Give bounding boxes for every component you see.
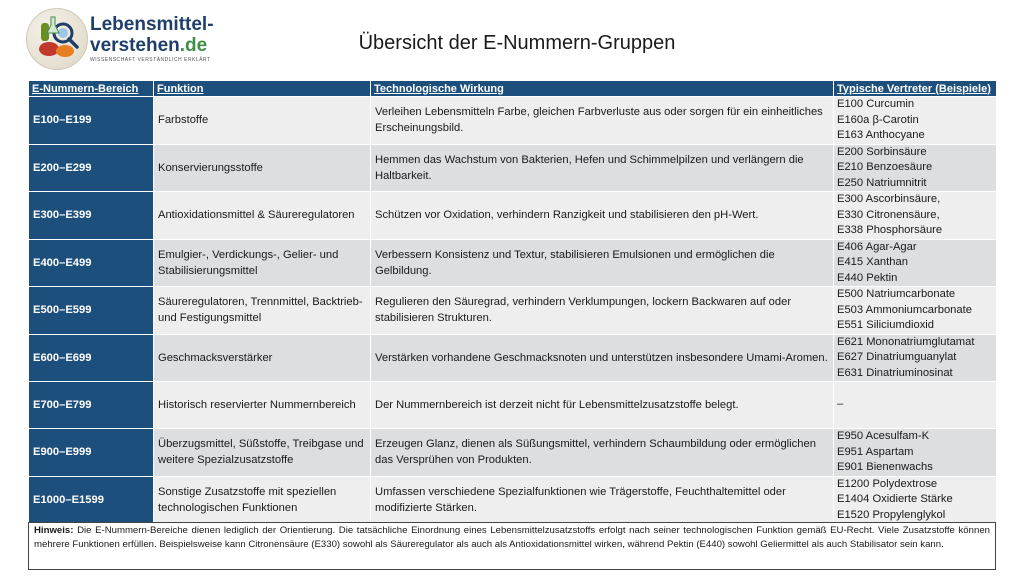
header-range: E-Nummern-Bereich (29, 81, 154, 97)
logo-text-domain: verstehen (90, 35, 180, 56)
example-item: E406 Agar-Agar (837, 240, 917, 253)
cell-range: E100–E199 (29, 97, 154, 145)
example-item: E503 Ammoniumcarbonate (837, 303, 972, 316)
example-item: E415 Xanthan (837, 256, 908, 268)
cell-function: Historisch reservierter Nummernbereich (154, 382, 371, 429)
example-item: E621 Mononatriumglutamat (837, 335, 975, 348)
example-item: E951 Aspartam (837, 445, 914, 458)
example-item: E160a β-Carotin (837, 113, 919, 126)
example-item: E250 Natriumnitrit (837, 176, 927, 189)
cell-effect: Schützen vor Oxidation, verhindern Ranzigkeit und stabilisieren den pH-Wert. (371, 192, 834, 240)
table-row (29, 429, 997, 477)
example-item: E1520 Propylenglykol (837, 508, 946, 521)
example-item: E551 Siliciumdioxid (837, 319, 935, 331)
cell-function: Farbstoffe (154, 97, 371, 145)
example-item: E210 Benzoesäure (837, 161, 933, 173)
example-item: E163 Anthocyane (837, 129, 925, 141)
example-item: – (837, 398, 844, 411)
footnote-label: Hinweis: (34, 525, 74, 536)
table-header-row (29, 81, 997, 97)
cell-range: E1000–E1599 (29, 476, 154, 524)
table-row (29, 382, 997, 429)
cell-examples (834, 476, 997, 524)
example-item: E901 Bienenwachs (837, 461, 933, 473)
cell-range: E300–E399 (29, 192, 154, 240)
cell-examples (834, 239, 997, 287)
cell-range: E600–E699 (29, 334, 154, 382)
table-row (29, 476, 997, 524)
cell-function: Konservierungsstoffe (154, 144, 371, 192)
cell-examples (834, 144, 997, 192)
example-item: E1404 Oxidierte Stärke (837, 493, 953, 505)
example-item: E1200 Polydextrose (837, 477, 938, 490)
example-item: E500 Natriumcarbonate (837, 288, 956, 300)
cell-range: E200–E299 (29, 144, 154, 192)
cell-examples (834, 97, 997, 145)
page-title: Übersicht der E-Nummern-Gruppen (358, 32, 676, 54)
cell-effect: Verstärken vorhandene Geschmacksnoten und unterstützen insbesondere Umami-Aromen. (371, 334, 834, 382)
table-row (29, 287, 997, 335)
cell-effect: Der Nummernbereich ist derzeit nicht für Lebensmittelzusatzstoffe belegt. (371, 382, 834, 429)
example-item: E200 Sorbinsäure (837, 145, 927, 158)
table-row (29, 192, 997, 240)
logo-tagline: WISSENSCHAFT VERSTÄNDLICH ERKLÄRT (90, 57, 211, 63)
header-function: Funktion (154, 81, 371, 97)
cell-effect: Hemmen das Wachstum von Bakterien, Hefen und Schimmelpilzen und verlängern die Haltbarkeit. (371, 144, 834, 192)
example-item: E440 Pektin (837, 271, 898, 284)
header-effect: Technologische Wirkung (371, 81, 834, 97)
example-item: E330 Citronensäure, (837, 208, 940, 221)
cell-function: Emulgier-, Verdickungs-, Gelier- und Stabilisierungsmittel (154, 239, 371, 287)
example-item: E338 Phosphorsäure (837, 224, 943, 236)
footnote-box (28, 522, 996, 570)
cell-examples (834, 287, 997, 335)
cell-function: Antioxidationsmittel & Säureregulatoren (154, 192, 371, 240)
e-number-groups-table (28, 80, 997, 524)
cell-range: E900–E999 (29, 429, 154, 477)
cell-effect: Umfassen verschiedene Spezialfunktionen wie Trägerstoffe, Feuchthaltemittel oder modifizierte Stärken. (371, 476, 834, 524)
table-row (29, 144, 997, 192)
example-item: E300 Ascorbinsäure, (837, 193, 941, 205)
cell-range: E400–E499 (29, 239, 154, 287)
cell-range: E700–E799 (29, 382, 154, 429)
cell-function: Geschmacksverstärker (154, 334, 371, 382)
table-row (29, 334, 997, 382)
cell-function: Säureregulatoren, Trennmittel, Backtrieb- und Festigungsmittel (154, 287, 371, 335)
cell-examples (834, 382, 997, 429)
cell-effect: Verleihen Lebensmitteln Farbe, gleichen Farbverluste aus oder sorgen für ein einheitliches Erscheinungsbild. (371, 97, 834, 145)
cell-function: Sonstige Zusatzstoffe mit speziellen technologischen Funktionen (154, 476, 371, 524)
logo-text-tld: .de (179, 35, 208, 56)
logo-text-line1: Lebensmittel- (90, 14, 214, 35)
cell-effect: Erzeugen Glanz, dienen als Süßungsmittel, verhindern Schaumbildung oder ermöglichen das Versprühen von Produkten. (371, 429, 834, 477)
cell-effect: Regulieren den Säuregrad, verhindern Verklumpungen, lockern Backwaren auf oder stabilisieren Strukturen. (371, 287, 834, 335)
cell-examples (834, 429, 997, 477)
cell-effect: Verbessern Konsistenz und Textur, stabilisieren Emulsionen und ermöglichen die Gelbildung. (371, 239, 834, 287)
cell-function: Überzugsmittel, Süßstoffe, Treibgase und weitere Spezialzusatzstoffe (154, 429, 371, 477)
table-row (29, 97, 997, 145)
example-item: E950 Acesulfam-K (837, 430, 930, 442)
cell-examples (834, 192, 997, 240)
table-body (29, 97, 997, 524)
table-row (29, 239, 997, 287)
example-item: E100 Curcumin (837, 98, 915, 110)
header-examples: Typische Vertreter (Beispiele) (834, 81, 997, 97)
footnote-text: Die E-Nummern-Bereiche dienen lediglich der Orientierung. Die tatsächliche Einordnung eines Lebensmittelzusatzstoffs erfolgt nach seiner technologischen Funktion gemäß EU-Recht. Viele Zusatzstoffe können mehrere Funktionen erfüllen. Beispielsweise kann Citronensäure (E330) sowohl als Säureregulator als auch als Antioxidationsmittel wirken, während Pektin (E440) sowohl Geliermittel als auch Stabilisator sein kann. (34, 525, 990, 550)
cell-range: E500–E599 (29, 287, 154, 335)
example-item: E627 Dinatriumguanylat (837, 351, 957, 363)
example-item: E631 Dinatriuminosinat (837, 366, 953, 379)
cell-examples (834, 334, 997, 382)
